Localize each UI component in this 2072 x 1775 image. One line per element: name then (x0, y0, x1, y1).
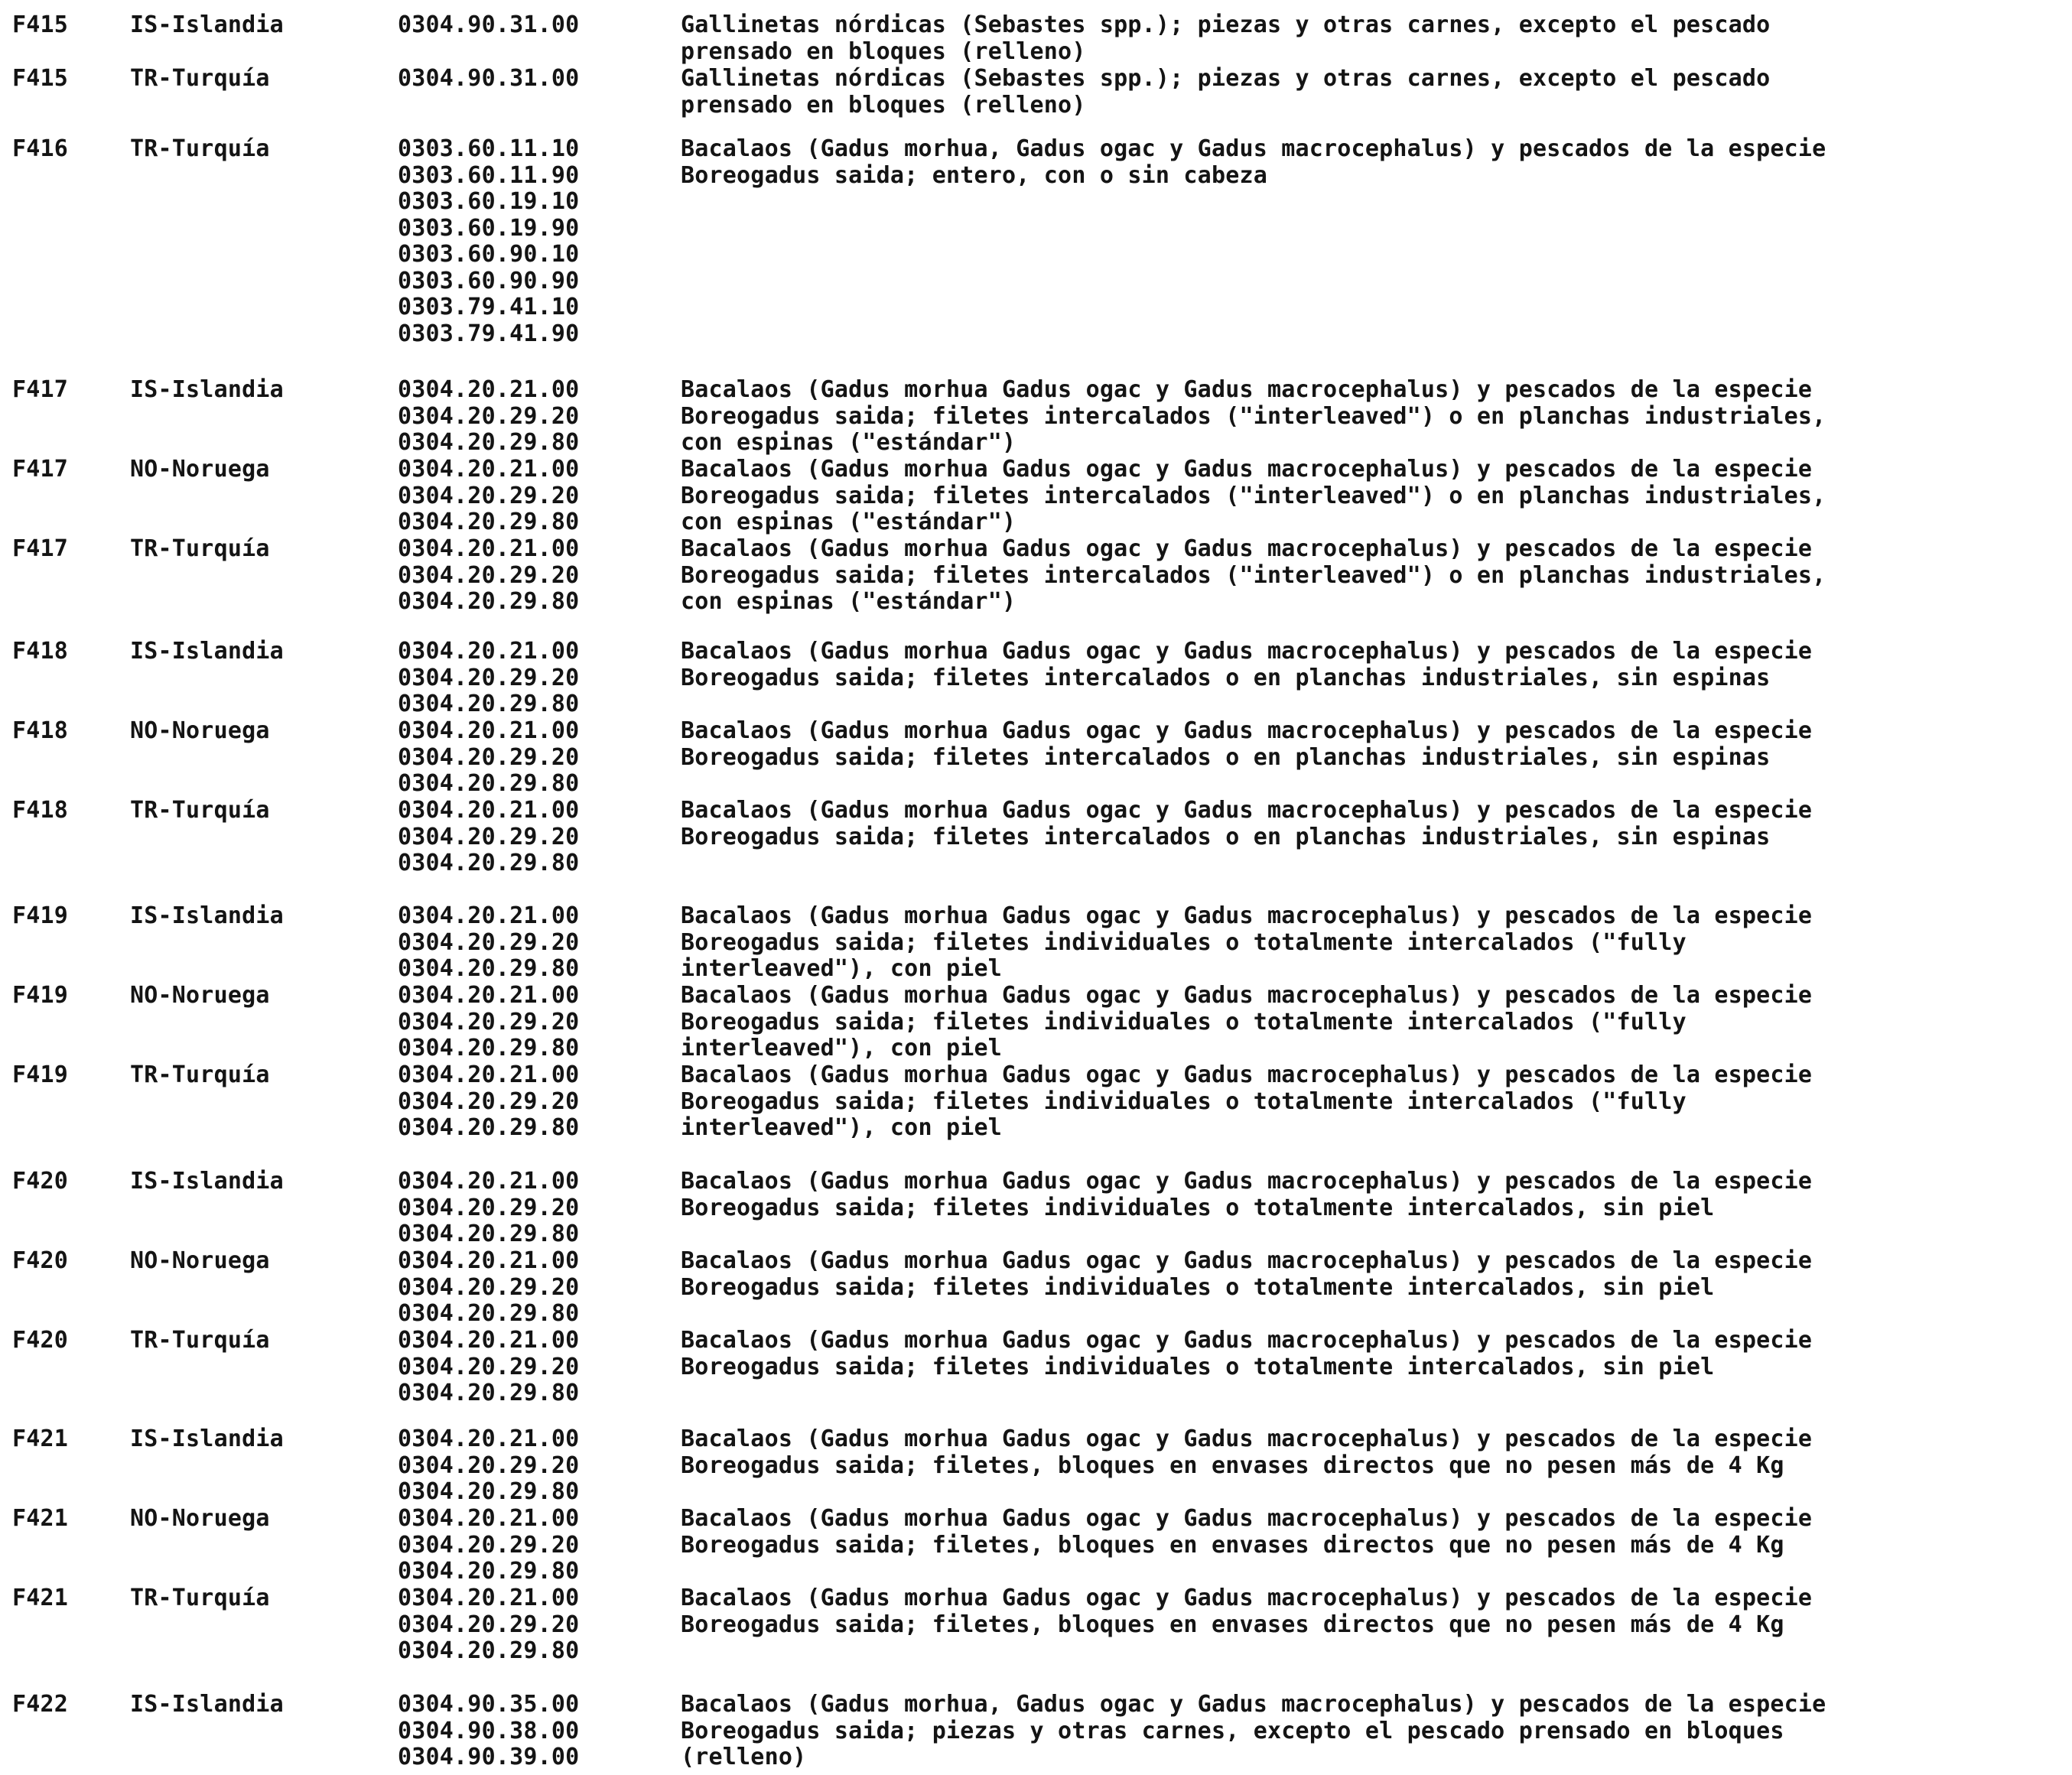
cn-code: 0304.20.21.00 (398, 717, 580, 744)
description-line: prensado en bloques (relleno) (681, 37, 1086, 65)
cn-code: 0303.60.11.10 (398, 135, 580, 162)
product-description (681, 798, 1812, 850)
cn-code: 0304.20.29.20 (398, 1194, 580, 1221)
cn-code: 0304.20.29.20 (398, 1087, 580, 1115)
cn-code: 0303.60.19.10 (398, 188, 580, 215)
description-line: interleaved"), con piel (681, 1035, 1003, 1061)
cn-codes (398, 903, 579, 983)
description-line: Boreogadus saida; filetes individuales o totalmente intercalados ("fully (681, 1008, 1687, 1035)
description-line: Boreogadus saida; filetes intercalados ("interleaved") o en planchas industriales, (681, 561, 1826, 589)
cn-code: 0304.20.21.00 (398, 1505, 580, 1532)
country-name: IS-Islandia (130, 638, 284, 665)
description-line: Boreogadus saida; filetes, bloques en envases directos que no pesen más de 4 Kg (681, 1531, 1784, 1559)
description-line: Bacalaos (Gadus morhua, Gadus ogac y Gadus macrocephalus) y pescados de la especie (681, 1691, 1826, 1718)
cn-codes (398, 1169, 579, 1248)
cn-code: 0304.90.31.00 (398, 65, 580, 92)
cn-code: 0304.90.39.00 (398, 1744, 580, 1770)
country-name: TR-Turquía (130, 797, 270, 824)
cn-code: 0303.60.90.10 (398, 241, 580, 268)
cn-code: 0304.20.29.20 (398, 482, 580, 509)
country-name: TR-Turquía (130, 1585, 270, 1611)
cn-code: 0304.20.21.00 (398, 638, 580, 665)
description-line: interleaved"), con piel (681, 1114, 1003, 1141)
country-name: NO-Noruega (130, 1505, 270, 1532)
country-name: TR-Turquía (130, 65, 270, 92)
cn-code: 0303.60.11.90 (398, 161, 580, 189)
cn-codes (398, 1585, 579, 1665)
cn-code: 0304.20.29.80 (398, 1300, 580, 1327)
quota-number: F418 (12, 638, 69, 665)
cn-code: 0304.20.21.00 (398, 535, 580, 562)
cn-codes (398, 377, 579, 457)
product-description (681, 1506, 1812, 1559)
cn-code: 0304.20.29.80 (398, 1114, 580, 1141)
cn-code: 0304.20.29.80 (398, 588, 580, 615)
product-description (681, 1585, 1812, 1638)
product-description (681, 639, 1812, 691)
product-description (681, 983, 1812, 1062)
cn-codes (398, 718, 579, 798)
description-line: con espinas ("estándar") (681, 429, 1016, 456)
description-line: prensado en bloques (relleno) (681, 91, 1086, 119)
cn-code: 0304.20.29.20 (398, 402, 580, 430)
description-line: Bacalaos (Gadus morhua Gadus ogac y Gadus macrocephalus) y pescados de la especie (681, 797, 1813, 824)
country-name: NO-Noruega (130, 982, 270, 1009)
cn-code: 0304.20.21.00 (398, 1061, 580, 1088)
description-line: Bacalaos (Gadus morhua Gadus ogac y Gadus macrocephalus) y pescados de la especie (681, 1168, 1813, 1195)
quota-number: F420 (12, 1168, 69, 1195)
cn-code: 0304.90.31.00 (398, 11, 580, 38)
description-line: Bacalaos (Gadus morhua, Gadus ogac y Gadus macrocephalus) y pescados de la especie (681, 135, 1826, 162)
cn-code: 0304.20.21.00 (398, 982, 580, 1009)
cn-codes (398, 1062, 579, 1142)
quota-number: F417 (12, 456, 69, 483)
product-description (681, 66, 1770, 119)
cn-code: 0304.20.29.80 (398, 1035, 580, 1061)
cn-code: 0304.90.38.00 (398, 1717, 580, 1744)
cn-code: 0304.20.29.20 (398, 1273, 580, 1301)
quota-number: F415 (12, 11, 69, 38)
cn-code: 0304.20.29.20 (398, 1008, 580, 1035)
quota-number: F419 (12, 982, 69, 1009)
quota-number: F419 (12, 902, 69, 929)
cn-codes (398, 1506, 579, 1585)
description-line: Boreogadus saida; filetes intercalados ("interleaved") o en planchas industriales, (681, 482, 1826, 509)
cn-codes (398, 1248, 579, 1328)
description-line: Bacalaos (Gadus morhua Gadus ogac y Gadus macrocephalus) y pescados de la especie (681, 717, 1813, 744)
product-description (681, 536, 1826, 616)
description-line: Bacalaos (Gadus morhua Gadus ogac y Gadus macrocephalus) y pescados de la especie (681, 1505, 1813, 1532)
cn-code: 0304.20.21.00 (398, 1247, 580, 1274)
description-line: Boreogadus saida; filetes intercalados o en planchas industriales, sin espinas (681, 743, 1771, 771)
description-line: interleaved"), con piel (681, 955, 1003, 982)
quota-number: F422 (12, 1691, 69, 1718)
description-line: Boreogadus saida; filetes individuales o totalmente intercalados, sin piel (681, 1353, 1715, 1380)
cn-code: 0304.20.29.20 (398, 928, 580, 956)
description-line: Gallinetas nórdicas (Sebastes spp.); piezas y otras carnes, excepto el pescado (681, 11, 1771, 38)
country-name: IS-Islandia (130, 1691, 284, 1718)
cn-code: 0303.60.19.90 (398, 214, 580, 242)
cn-code: 0304.20.29.20 (398, 1353, 580, 1380)
description-line: Boreogadus saida; filetes individuales o totalmente intercalados, sin piel (681, 1273, 1715, 1301)
product-description (681, 1426, 1812, 1479)
cn-code: 0304.20.29.20 (398, 561, 580, 589)
cn-code: 0303.79.41.10 (398, 294, 580, 320)
cn-code: 0304.20.29.80 (398, 850, 580, 876)
product-description (681, 12, 1770, 65)
description-line: Boreogadus saida; filetes intercalados o en planchas industriales, sin espinas (681, 664, 1771, 691)
cn-code: 0304.20.21.00 (398, 456, 580, 483)
cn-codes (398, 798, 579, 877)
country-name: IS-Islandia (130, 376, 284, 403)
description-line: Bacalaos (Gadus morhua Gadus ogac y Gadus macrocephalus) y pescados de la especie (681, 638, 1813, 665)
product-description (681, 1248, 1812, 1301)
product-description (681, 1692, 1826, 1771)
product-description (681, 136, 1826, 189)
product-description (681, 457, 1826, 536)
cn-code: 0304.90.35.00 (398, 1691, 580, 1718)
product-description (681, 1169, 1812, 1221)
quota-number: F416 (12, 135, 69, 162)
cn-code: 0304.20.21.00 (398, 797, 580, 824)
cn-code: 0304.20.29.80 (398, 1558, 580, 1585)
description-line: Bacalaos (Gadus morhua Gadus ogac y Gadus macrocephalus) y pescados de la especie (681, 1327, 1813, 1354)
product-description (681, 377, 1826, 457)
description-line: Bacalaos (Gadus morhua Gadus ogac y Gadus macrocephalus) y pescados de la especie (681, 535, 1813, 562)
cn-codes (398, 1328, 579, 1407)
country-name: NO-Noruega (130, 717, 270, 744)
country-name: TR-Turquía (130, 135, 270, 162)
description-line: Bacalaos (Gadus morhua Gadus ogac y Gadus macrocephalus) y pescados de la especie (681, 1061, 1813, 1088)
quota-number: F417 (12, 535, 69, 562)
description-line: Boreogadus saida; filetes individuales o totalmente intercalados ("fully (681, 928, 1687, 956)
quota-number: F415 (12, 65, 69, 92)
cn-code: 0304.20.29.80 (398, 429, 580, 456)
description-line: Bacalaos (Gadus morhua Gadus ogac y Gadus macrocephalus) y pescados de la especie (681, 1247, 1813, 1274)
cn-code: 0304.20.21.00 (398, 1426, 580, 1452)
quota-number: F418 (12, 797, 69, 824)
cn-code: 0304.20.21.00 (398, 902, 580, 929)
description-line: (relleno) (681, 1744, 807, 1770)
description-line: Boreogadus saida; filetes intercalados o en planchas industriales, sin espinas (681, 823, 1771, 850)
cn-code: 0303.60.90.90 (398, 267, 580, 294)
cn-code: 0304.20.29.80 (398, 955, 580, 982)
cn-code: 0304.20.29.20 (398, 823, 580, 850)
cn-code: 0304.20.29.80 (398, 509, 580, 535)
description-line: Bacalaos (Gadus morhua Gadus ogac y Gadus macrocephalus) y pescados de la especie (681, 1426, 1813, 1452)
cn-code: 0304.20.29.80 (398, 1478, 580, 1505)
cn-code: 0304.20.21.00 (398, 1327, 580, 1354)
cn-code: 0304.20.29.20 (398, 743, 580, 771)
quota-number: F421 (12, 1505, 69, 1532)
cn-code: 0304.20.29.20 (398, 1531, 580, 1559)
quota-number: F420 (12, 1327, 69, 1354)
product-description (681, 903, 1812, 983)
country-name: TR-Turquía (130, 1061, 270, 1088)
description-line: Boreogadus saida; filetes individuales o totalmente intercalados ("fully (681, 1087, 1687, 1115)
country-name: IS-Islandia (130, 1168, 284, 1195)
quota-number: F419 (12, 1061, 69, 1088)
country-name: TR-Turquía (130, 1327, 270, 1354)
description-line: Bacalaos (Gadus morhua Gadus ogac y Gadus macrocephalus) y pescados de la especie (681, 456, 1813, 483)
description-line: Bacalaos (Gadus morhua Gadus ogac y Gadus macrocephalus) y pescados de la especie (681, 902, 1813, 929)
cn-codes (398, 12, 579, 39)
description-line: con espinas ("estándar") (681, 509, 1016, 535)
description-line: Bacalaos (Gadus morhua Gadus ogac y Gadus macrocephalus) y pescados de la especie (681, 376, 1813, 403)
cn-code: 0304.20.29.80 (398, 1380, 580, 1406)
description-line: Boreogadus saida; entero, con o sin cabeza (681, 161, 1267, 189)
cn-code: 0304.20.21.00 (398, 1168, 580, 1195)
description-line: Boreogadus saida; filetes, bloques en envases directos que no pesen más de 4 Kg (681, 1611, 1784, 1638)
cn-code: 0304.20.29.20 (398, 664, 580, 691)
cn-codes (398, 136, 579, 347)
country-name: IS-Islandia (130, 11, 284, 38)
description-line: Boreogadus saida; filetes, bloques en envases directos que no pesen más de 4 Kg (681, 1452, 1784, 1479)
country-name: TR-Turquía (130, 535, 270, 562)
quota-number: F420 (12, 1247, 69, 1274)
cn-code: 0304.20.29.20 (398, 1611, 580, 1638)
country-name: IS-Islandia (130, 902, 284, 929)
cn-code: 0304.20.29.80 (398, 1637, 580, 1664)
description-line: Boreogadus saida; filetes individuales o totalmente intercalados, sin piel (681, 1194, 1715, 1221)
cn-code: 0304.20.29.80 (398, 691, 580, 717)
quota-number: F421 (12, 1426, 69, 1452)
quota-number: F421 (12, 1585, 69, 1611)
cn-codes (398, 639, 579, 718)
cn-codes (398, 1692, 579, 1771)
cn-codes (398, 536, 579, 616)
quota-number: F418 (12, 717, 69, 744)
country-name: IS-Islandia (130, 1426, 284, 1452)
cn-code: 0304.20.29.80 (398, 1221, 580, 1247)
cn-codes (398, 457, 579, 536)
description-line: Boreogadus saida; filetes intercalados ("interleaved") o en planchas industriales, (681, 402, 1826, 430)
description-line: Bacalaos (Gadus morhua Gadus ogac y Gadus macrocephalus) y pescados de la especie (681, 1585, 1813, 1611)
description-line: Gallinetas nórdicas (Sebastes spp.); piezas y otras carnes, excepto el pescado (681, 65, 1771, 92)
cn-code: 0303.79.41.90 (398, 320, 580, 347)
cn-codes (398, 983, 579, 1062)
country-name: NO-Noruega (130, 1247, 270, 1274)
description-line: Boreogadus saida; piezas y otras carnes, excepto el pescado prensado en bloques (681, 1717, 1784, 1744)
cn-code: 0304.20.29.20 (398, 1452, 580, 1479)
product-description (681, 1328, 1812, 1380)
description-line: Bacalaos (Gadus morhua Gadus ogac y Gadus macrocephalus) y pescados de la especie (681, 982, 1813, 1009)
cn-code: 0304.20.21.00 (398, 376, 580, 403)
product-description (681, 718, 1812, 771)
country-name: NO-Noruega (130, 456, 270, 483)
description-line: con espinas ("estándar") (681, 588, 1016, 615)
cn-codes (398, 66, 579, 93)
product-description (681, 1062, 1812, 1142)
cn-code: 0304.20.21.00 (398, 1585, 580, 1611)
cn-code: 0304.20.29.80 (398, 770, 580, 797)
quota-number: F417 (12, 376, 69, 403)
cn-codes (398, 1426, 579, 1506)
